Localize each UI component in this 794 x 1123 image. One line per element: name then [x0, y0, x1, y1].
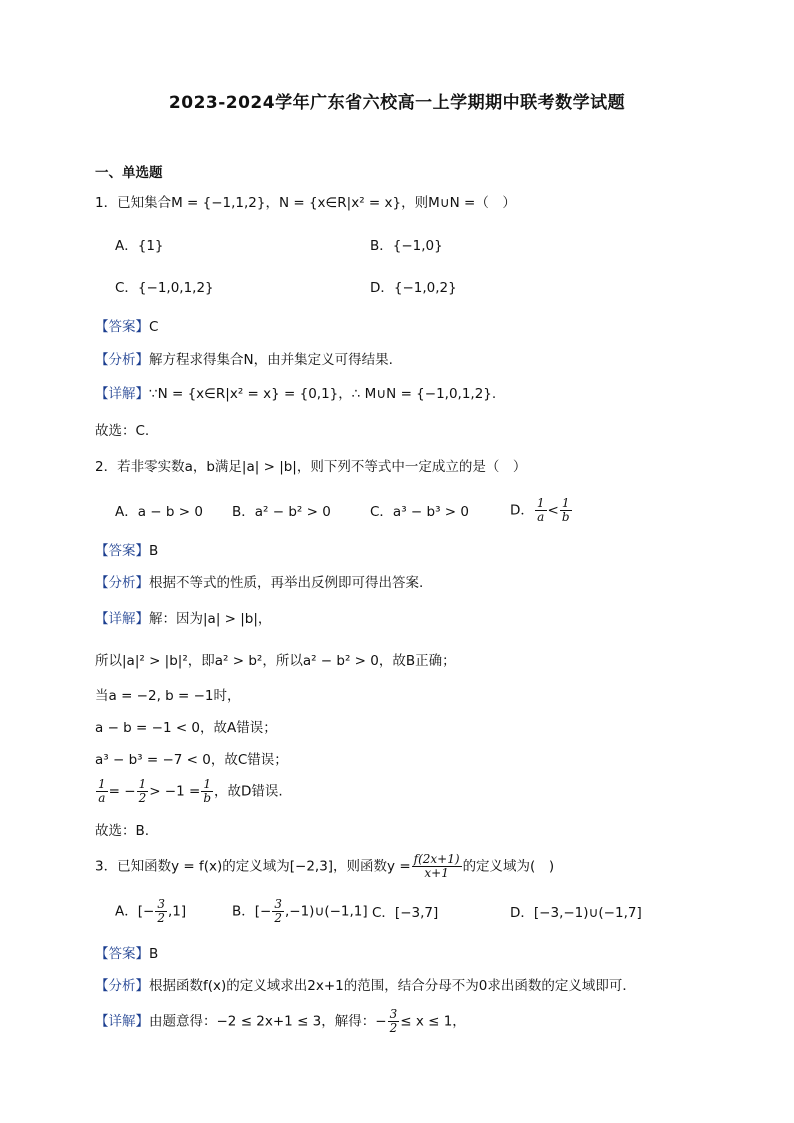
- q2-option-d-label: D．: [510, 502, 534, 519]
- q2-detail-line: [95, 609, 271, 629]
- q3-answer-line: [95, 944, 158, 964]
- q3-analysis-line: [95, 976, 636, 996]
- math-text: ，故D错误.: [214, 783, 283, 800]
- q1-option-d: D．{−1,0,2}: [370, 280, 457, 296]
- q2-conclusion: 故选：B.: [95, 823, 150, 839]
- fraction: $\frac{f(2x+1)}{x+1}$: [413, 852, 460, 880]
- q2-step-1: 所以|a|² > |b|²，即a² > b²，所以a² − b² > 0，故B正确；: [95, 653, 456, 669]
- q2-answer: B: [149, 543, 159, 559]
- q3-option-a: A．[− $\frac{3}{2}$ ,1]: [115, 897, 187, 925]
- math-text: > −1 =: [149, 783, 201, 800]
- section-heading: 一、单选题: [95, 165, 163, 181]
- analysis-tag: 【分析】: [95, 575, 149, 591]
- q1-detail: ∵N = {x∈R|x² = x} = {0,1}，∴ M∪N = {−1,0,1,2}.: [149, 386, 497, 402]
- fraction: $\frac{3}{2}$: [389, 1007, 398, 1035]
- q1-stem: 1．已知集合M = {−1,1,2}，N = {x∈R|x² = x}，则M∪N =（ ）: [95, 195, 516, 211]
- q3-option-b: B．[− $\frac{3}{2}$ ,−1)∪(−1,1]: [232, 897, 368, 925]
- q2-option-d: [510, 497, 573, 524]
- q2-analysis-line: [95, 573, 423, 593]
- q3-stem: [95, 853, 554, 880]
- q2-step-5: [95, 778, 283, 805]
- relation-symbol: <: [547, 502, 559, 519]
- q2-analysis: 根据不等式的性质，再举出反例即可得出答案.: [149, 575, 424, 591]
- q3-detail-line: [95, 1008, 466, 1035]
- analysis-tag: 【分析】: [95, 352, 149, 368]
- answer-tag: 【答案】: [95, 946, 149, 962]
- q2-option-a: A．a − b > 0: [115, 504, 203, 520]
- q3-option-d: D．[−3,−1)∪(−1,7]: [510, 905, 642, 921]
- fraction: $\frac{1}{b}$: [561, 496, 570, 524]
- q1-option-a: A．{1}: [115, 238, 164, 254]
- answer-tag: 【答案】: [95, 319, 149, 335]
- page-title: 2023-2024学年广东省六校高一上学期期中联考数学试题: [168, 93, 626, 113]
- math-text: = −: [108, 783, 136, 800]
- q1-option-b: B．{−1,0}: [370, 238, 443, 254]
- q3-analysis: 根据函数f(x)的定义域求出2x+1的范围，结合分母不为0求出函数的定义域即可．: [149, 978, 636, 994]
- q2-detail: 解：因为|a| > |b|，: [149, 611, 272, 627]
- fraction: $\frac{1}{2}$: [138, 777, 147, 805]
- q1-analysis-line: [95, 350, 393, 370]
- q1-answer: C: [149, 319, 159, 335]
- q2-stem: 2．若非零实数a，b满足|a| > |b|，则下列不等式中一定成立的是（ ）: [95, 459, 527, 475]
- detail-tag: 【详解】: [95, 386, 149, 402]
- q2-step-2: 当a = −2, b = −1时，: [95, 688, 241, 704]
- fraction: $\frac{1}{a}$: [536, 496, 545, 524]
- q1-detail-line: [95, 384, 496, 404]
- detail-tag: 【详解】: [95, 611, 149, 627]
- q2-option-c: C．a³ − b³ > 0: [370, 504, 469, 520]
- analysis-tag: 【分析】: [95, 978, 149, 994]
- q3-answer: B: [149, 946, 159, 962]
- q1-answer-line: [95, 317, 158, 337]
- q2-answer-line: [95, 541, 158, 561]
- q3-stem-text: 3．已知函数y = f(x)的定义域为[−2,3]，则函数y =: [95, 858, 411, 875]
- fraction: $\frac{3}{2}$: [157, 897, 165, 925]
- q3-detail: 由题意得：−2 ≤ 2x+1 ≤ 3，解得：−: [149, 1013, 387, 1030]
- detail-tag: 【详解】: [95, 1013, 149, 1030]
- fraction: $\frac{1}{a}$: [98, 777, 106, 805]
- q3-detail-tail: ≤ x ≤ 1，: [400, 1013, 466, 1030]
- fraction: $\frac{3}{2}$: [274, 897, 282, 925]
- q1-option-c: C．{−1,0,1,2}: [115, 280, 214, 296]
- q3-option-c: C．[−3,7]: [372, 905, 439, 921]
- q1-analysis: 解方程求得集合N，由并集定义可得结果.: [149, 352, 393, 368]
- fraction: $\frac{1}{b}$: [203, 777, 211, 805]
- q1-conclusion: 故选：C.: [95, 423, 150, 439]
- q3-stem-tail: 的定义域为( ): [462, 858, 555, 875]
- q2-step-4: a³ − b³ = −7 < 0，故C错误；: [95, 752, 288, 768]
- answer-tag: 【答案】: [95, 543, 149, 559]
- q2-step-3: a − b = −1 < 0，故A错误；: [95, 720, 277, 736]
- q2-option-b: B．a² − b² > 0: [232, 504, 331, 520]
